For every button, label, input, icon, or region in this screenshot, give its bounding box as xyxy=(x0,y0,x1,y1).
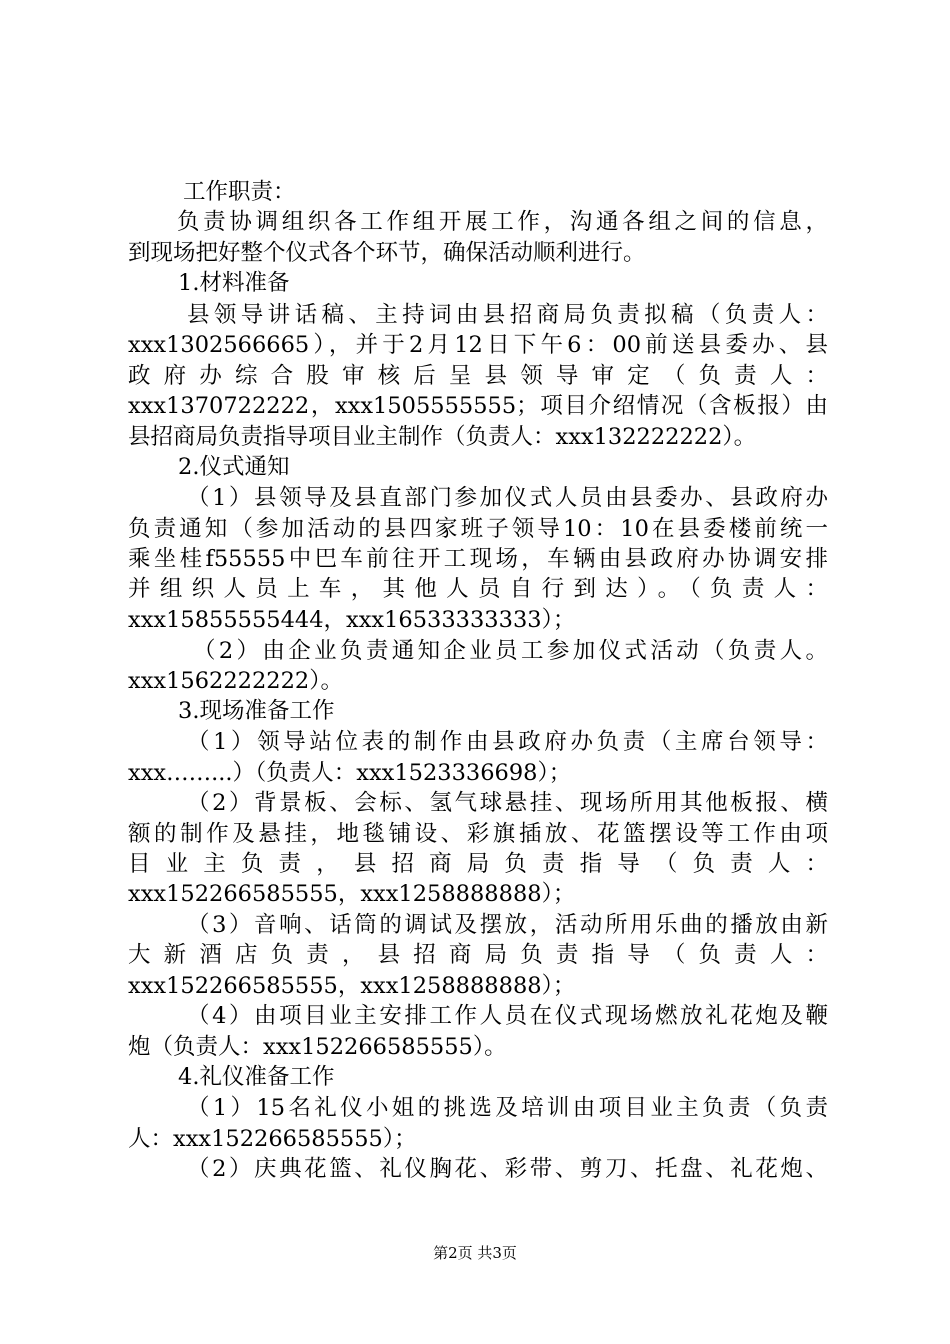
section-heading-onsite: 3.现场准备工作 xyxy=(178,698,335,724)
paragraph-line: （4）由项目业主安排工作人员在仪式现场燃放礼花炮及鞭 xyxy=(187,1003,828,1029)
paragraph-line: （1）15名礼仪小姐的挑选及培训由项目业主负责（负责 xyxy=(187,1095,828,1121)
paragraph-line: 额的制作及悬挂，地毯铺设、彩旗插放、花篮摆设等工作由项 xyxy=(128,821,828,847)
paragraph-line: （2）庆典花篮、礼仪胸花、彩带、剪刀、托盘、礼花炮、 xyxy=(187,1156,828,1182)
paragraph-line: xxx1302566665），并于2月12日下午6：00前送县委办、县 xyxy=(128,332,828,358)
paragraph-heading-duties: 工作职责： xyxy=(183,179,296,205)
paragraph-line: xxx152266585555，xxx1258888888）； xyxy=(128,881,576,907)
paragraph-line: 乘坐桂f55555中巴车前往开工现场，车辆由县政府办协调安排 xyxy=(128,546,828,572)
paragraph-line: xxx15855555444，xxx16533333333）； xyxy=(128,607,576,633)
paragraph-line: （1）领导站位表的制作由县政府办负责（主席台领导： xyxy=(187,729,828,755)
paragraph-line: 政府办综合股审核后呈县领导审定（负责人： xyxy=(128,363,828,389)
paragraph-line: xxx1370722222，xxx1505555555；项目介绍情况（含板报）由 xyxy=(128,393,828,419)
page-number-footer: 第2页 共3页 xyxy=(433,1244,517,1262)
section-heading-materials: 1.材料准备 xyxy=(178,270,290,296)
paragraph-line: （2）背景板、会标、氢气球悬挂、现场所用其他板报、横 xyxy=(187,790,828,816)
paragraph-line: 目业主负责，县招商局负责指导（负责人： xyxy=(128,851,828,877)
paragraph-line: 负责协调组织各工作组开展工作，沟通各组之间的信息， xyxy=(177,209,828,235)
paragraph-line: （1）县领导及县直部门参加仪式人员由县委办、县政府办 xyxy=(187,485,828,511)
paragraph-line: xxx1562222222）。 xyxy=(128,668,343,694)
paragraph-line: 负责通知（参加活动的县四家班子领导10：10在县委楼前统一 xyxy=(128,516,828,542)
paragraph-line: 大新酒店负责，县招商局负责指导（负责人： xyxy=(128,942,828,968)
paragraph-line: 炮（负责人：xxx152266585555）。 xyxy=(128,1034,507,1060)
paragraph-line: 到现场把好整个仪式各个环节，确保活动顺利进行。 xyxy=(128,240,646,266)
section-heading-notice: 2.仪式通知 xyxy=(178,454,290,480)
section-heading-etiquette: 4.礼仪准备工作 xyxy=(178,1064,335,1090)
paragraph-line: xxx152266585555，xxx1258888888）； xyxy=(128,973,576,999)
paragraph-line: 县招商局负责指导项目业主制作（负责人：xxx132222222）。 xyxy=(128,424,757,450)
paragraph-line: 县领导讲话稿、主持词由县招商局负责拟稿（负责人： xyxy=(187,302,828,328)
paragraph-line: （3）音响、话筒的调试及摆放，活动所用乐曲的播放由新 xyxy=(187,912,828,938)
paragraph-line: （2）由企业负责通知企业员工参加仪式活动（负责人。 xyxy=(193,638,828,664)
paragraph-line: 并组织人员上车，其他人员自行到达）。（负责人： xyxy=(128,576,828,602)
paragraph-line: 人：xxx152266585555）； xyxy=(128,1126,417,1152)
paragraph-line: xxx……...）（负责人：xxx1523336698）； xyxy=(128,760,572,786)
